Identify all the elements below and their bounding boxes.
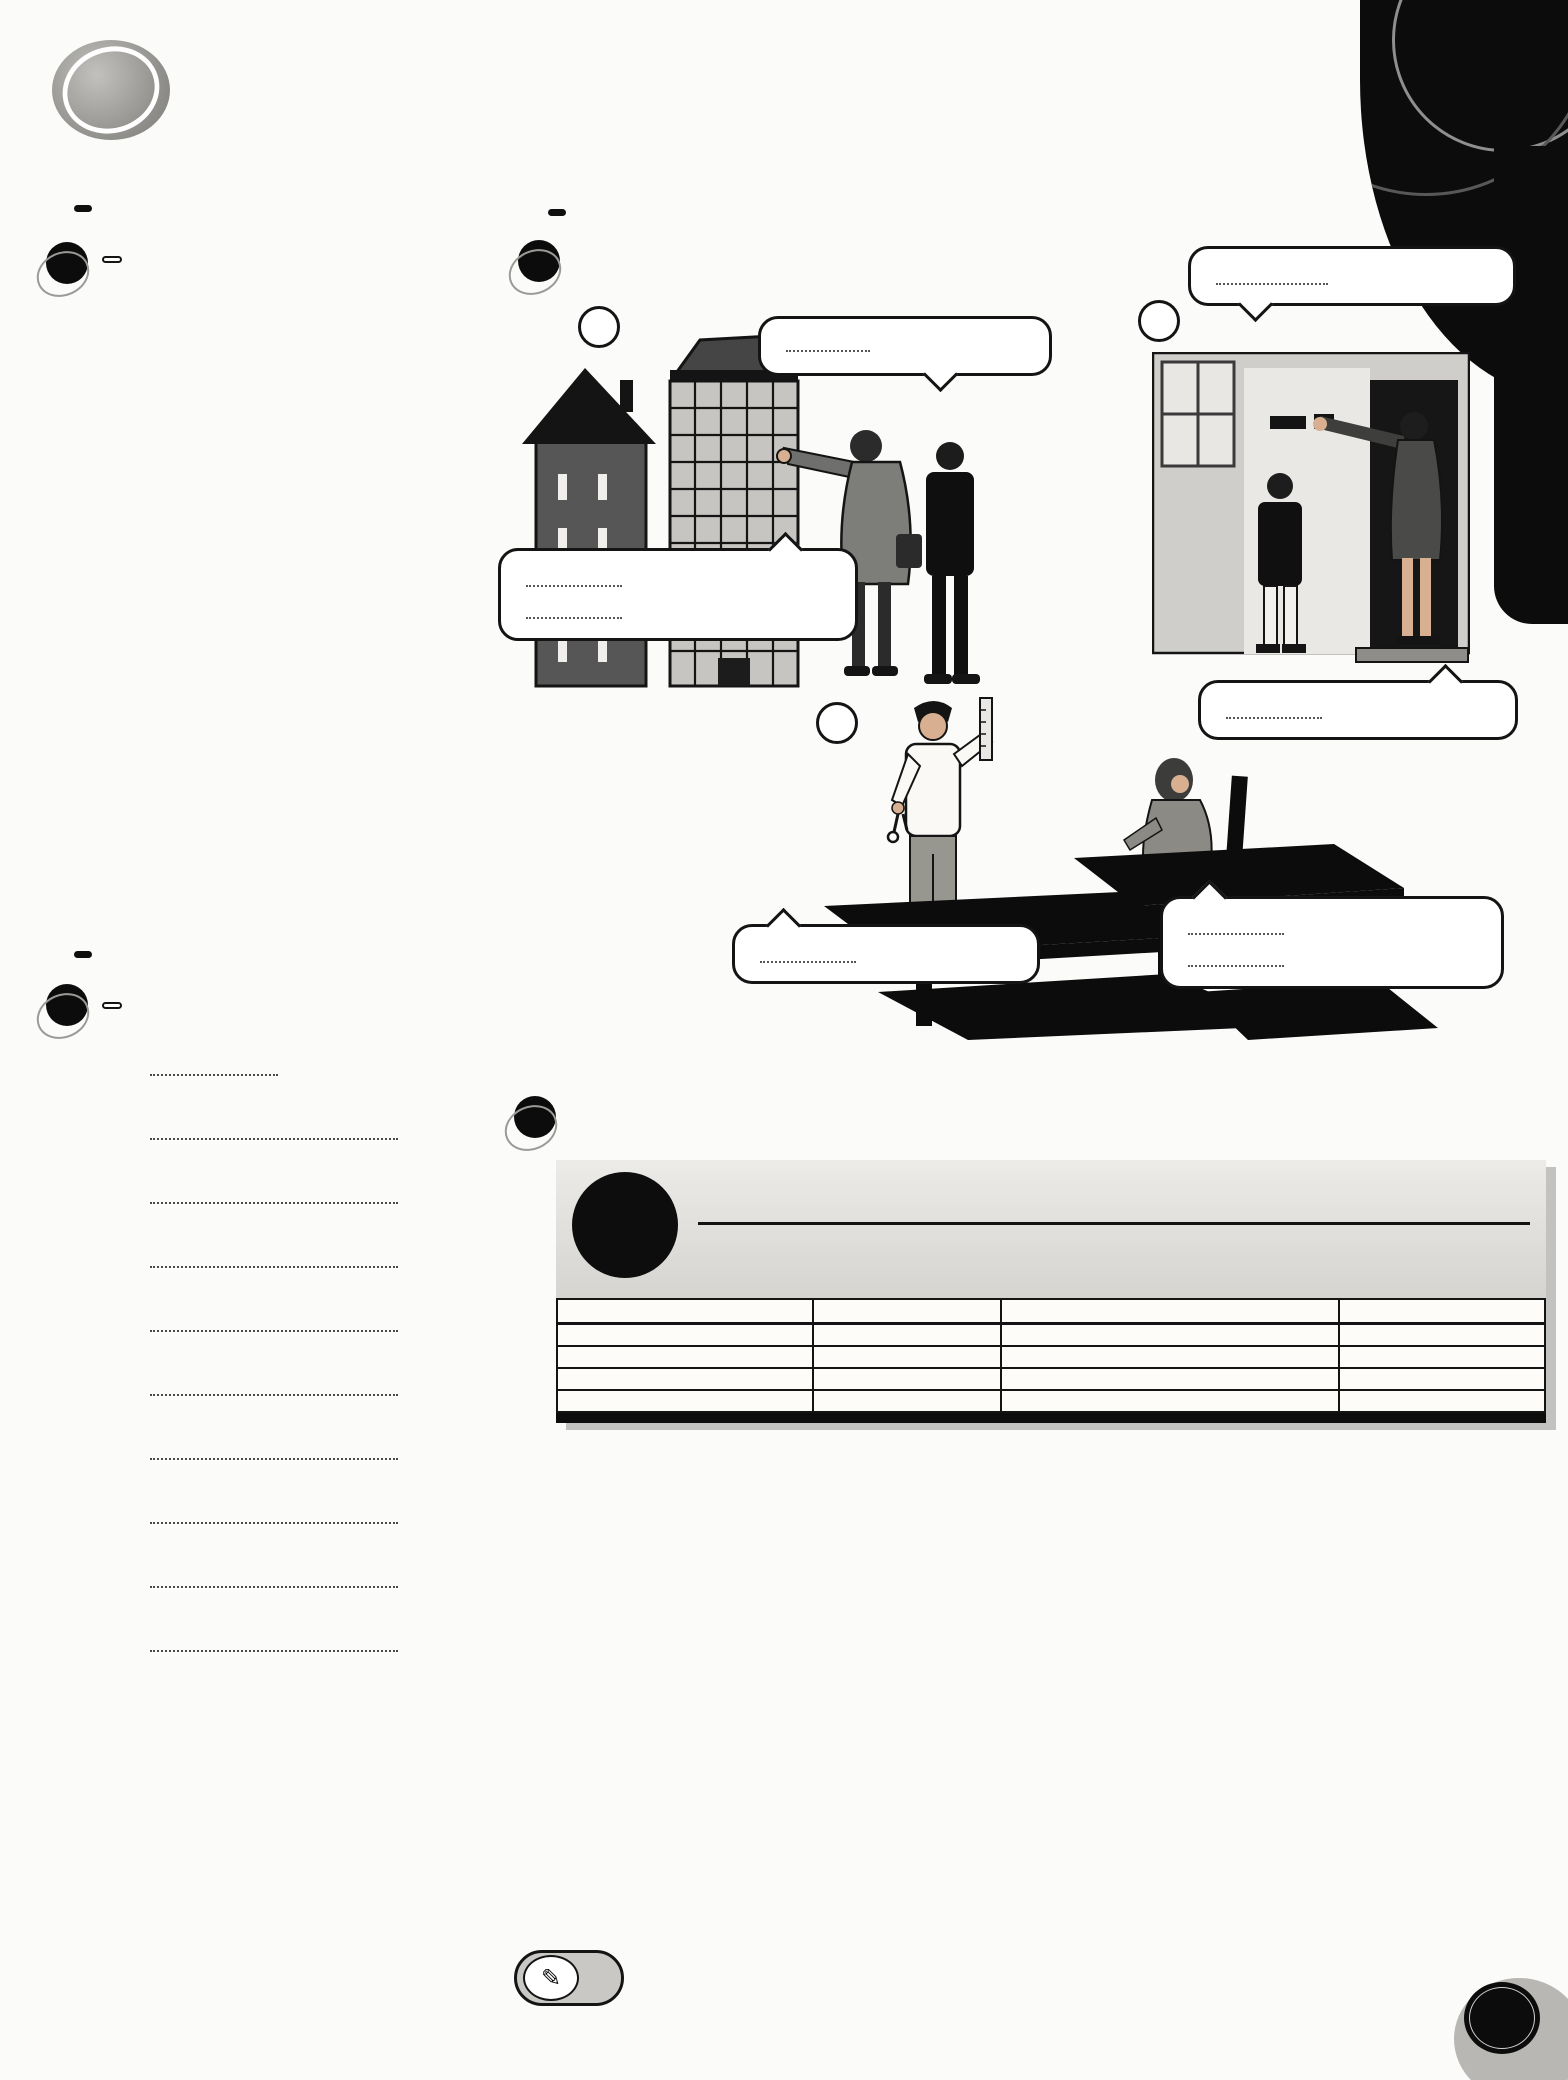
- section-tab: [1494, 146, 1568, 624]
- portfolio-reference: [514, 1950, 624, 2006]
- speech-bubble-3: [1188, 246, 1516, 306]
- page-number: [1464, 1982, 1540, 2054]
- speech-bubble-6: [1160, 896, 1504, 989]
- scene-2-number: [1138, 300, 1180, 342]
- sentences-right: [1008, 1630, 1538, 1780]
- plural-item: [98, 1032, 418, 1076]
- plural-item: [98, 1416, 418, 1460]
- plurals-list: [98, 1032, 418, 1672]
- sentence-9: [1008, 1750, 1538, 1754]
- exercise-4-number: [514, 1096, 556, 1138]
- sentence-6: [1008, 1660, 1538, 1664]
- divider: [698, 1222, 1530, 1225]
- plurals-section-heading: [62, 938, 92, 969]
- answer-line: [150, 1042, 278, 1076]
- sentences-left: [584, 1600, 994, 1819]
- exercise-2-number: [46, 984, 88, 1026]
- speech-bubble-1: [758, 316, 1052, 376]
- table-row: [557, 1368, 1545, 1390]
- vocab-section-heading: [62, 192, 92, 223]
- plural-item: [98, 1352, 418, 1396]
- answer-line: [150, 1170, 398, 1204]
- gap-word-row: [98, 746, 408, 794]
- register-header-band: [556, 1160, 1546, 1298]
- demo-ref-badge: [548, 209, 566, 216]
- answer-line: [150, 1554, 398, 1588]
- gap-word-row: [98, 650, 408, 698]
- sentence-5: [1008, 1630, 1538, 1634]
- table-row: [557, 1390, 1545, 1412]
- vowel-gap-list: [98, 314, 408, 890]
- table-row: [557, 1324, 1545, 1347]
- answer-line: [150, 1298, 398, 1332]
- gap-word-row: [98, 458, 408, 506]
- vocab-ref-badge: [74, 205, 92, 212]
- gap-word-row: [98, 362, 408, 410]
- unit-badge-ring: [51, 34, 171, 146]
- exercise-1-number: [46, 242, 88, 284]
- gap-7: [1188, 917, 1284, 935]
- gap-2: [526, 569, 622, 587]
- exercise-2-instruction: [102, 986, 402, 1018]
- man-with-ruler-figure: [888, 698, 992, 910]
- gap-3: [526, 601, 622, 619]
- plural-item: [98, 1480, 418, 1524]
- gap-6: [760, 945, 856, 963]
- speech-bubble-2: [498, 548, 858, 641]
- answer-line: [150, 1426, 398, 1460]
- gap-4: [1216, 267, 1328, 285]
- sentence-4: [584, 1789, 994, 1793]
- book-pencil-icon: ✎: [523, 1955, 579, 2001]
- self-study-badge-2: [102, 1002, 122, 1009]
- plural-item: [98, 1608, 418, 1652]
- class-register-card: [556, 1160, 1546, 1423]
- speech-bubble-4: [1198, 680, 1518, 740]
- scene-1-number: [578, 306, 620, 348]
- self-study-badge-1: [102, 256, 122, 263]
- plural-item: [98, 1544, 418, 1588]
- col-nationality: [813, 1299, 1001, 1324]
- col-address: [1001, 1299, 1339, 1324]
- unit-badge: [52, 40, 170, 140]
- plural-item: [98, 1288, 418, 1332]
- table-header-row: [557, 1299, 1545, 1324]
- scene-3-number: [816, 702, 858, 744]
- speech-bubble-5: [732, 924, 1040, 984]
- register-meta: [698, 1233, 1530, 1259]
- sentence-1: [584, 1626, 994, 1662]
- answer-line: [150, 1106, 398, 1140]
- demo-section-heading: [536, 196, 566, 227]
- answer-line: [150, 1490, 398, 1524]
- plurals-ref-badge: [74, 951, 92, 958]
- plural-item: [98, 1224, 418, 1268]
- col-phone: [1339, 1299, 1545, 1324]
- answer-line: [150, 1362, 398, 1396]
- table-row: [557, 1346, 1545, 1368]
- sentence-2: [584, 1688, 994, 1725]
- sentence-7: [1008, 1690, 1538, 1694]
- sentence-8: [1008, 1720, 1538, 1724]
- gap-8: [1188, 949, 1284, 967]
- bubble-tail: [1237, 287, 1272, 322]
- gap-word-row: [98, 842, 408, 890]
- man-figure: [924, 442, 980, 684]
- sentence-3: [584, 1751, 994, 1755]
- exercise-3-number: [518, 240, 560, 282]
- plural-item: [98, 1096, 418, 1140]
- gap-1: [786, 350, 870, 352]
- gap-word-row: [98, 794, 408, 842]
- gap-word-row: [98, 506, 408, 554]
- school-logo: [572, 1172, 678, 1278]
- answer-line: [150, 1618, 398, 1652]
- gap-word-row: [98, 698, 408, 746]
- answer-line: [150, 1234, 398, 1268]
- register-table: [556, 1298, 1546, 1413]
- gap-5: [1226, 701, 1322, 719]
- gap-word-row: [98, 554, 408, 602]
- plural-item: [98, 1160, 418, 1204]
- gap-word-row: [98, 602, 408, 650]
- scene-2-illustration: [1152, 352, 1470, 674]
- col-name: [557, 1299, 813, 1324]
- exercise-1-instruction: [102, 240, 402, 272]
- gap-word-row: [98, 314, 408, 362]
- gap-word-row: [98, 410, 408, 458]
